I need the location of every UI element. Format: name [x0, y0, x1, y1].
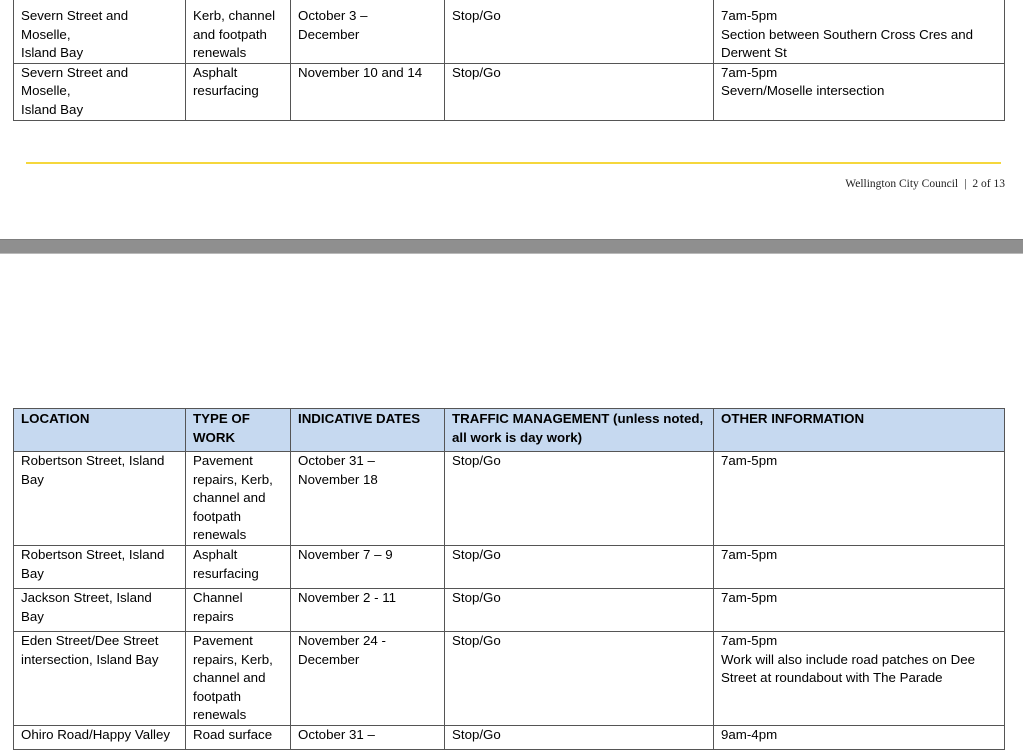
location-cell: Robertson Street, Island Bay	[14, 545, 186, 588]
location-cell: Robertson Street, Island Bay	[14, 452, 186, 546]
traffic-cell: Stop/Go	[445, 588, 714, 631]
dates-cell: October 3 – December	[291, 0, 445, 63]
dates-cell: October 31 – November 18	[291, 452, 445, 546]
page-number: 2 of 13	[972, 178, 1005, 190]
other-info-cell: 7am-5pm Severn/Moselle intersection	[714, 63, 1005, 120]
table-row	[14, 452, 1005, 546]
location-cell: Severn Street and Moselle, Island Bay	[14, 0, 186, 63]
column-header-location: LOCATION	[14, 409, 186, 452]
other-info-cell: 9am-4pm	[714, 725, 1005, 749]
traffic-cell: Stop/Go	[445, 725, 714, 749]
location-cell: Severn Street and Moselle, Island Bay	[14, 63, 186, 120]
traffic-cell: Stop/Go	[445, 63, 714, 120]
work-type-cell: Kerb, channel and footpath renewals	[186, 0, 291, 63]
traffic-cell: Stop/Go	[445, 545, 714, 588]
work-type-cell: Road surface	[186, 725, 291, 749]
footer-separator: |	[964, 178, 967, 190]
traffic-cell: Stop/Go	[445, 452, 714, 546]
page-footer	[845, 178, 1005, 190]
other-info-cell: 7am-5pm Work will also include road patches on Dee Street at roundabout with The Parade	[714, 631, 1005, 725]
location-cell: Jackson Street, Island Bay	[14, 588, 186, 631]
other-info-cell: 7am-5pm	[714, 545, 1005, 588]
work-type-cell: Pavement repairs, Kerb, channel and footpath renewals	[186, 452, 291, 546]
work-type-cell: Asphalt resurfacing	[186, 545, 291, 588]
location-cell: Eden Street/Dee Street intersection, Island Bay	[14, 631, 186, 725]
footer-org: Wellington City Council	[845, 178, 959, 190]
column-header-other-info: OTHER INFORMATION	[714, 409, 1005, 452]
dates-cell: November 24 - December	[291, 631, 445, 725]
column-header-traffic: TRAFFIC MANAGEMENT (unless noted, all work is day work)	[445, 409, 714, 452]
traffic-cell: Stop/Go	[445, 0, 714, 63]
other-info-cell: 7am-5pm	[714, 588, 1005, 631]
dates-cell: November 2 - 11	[291, 588, 445, 631]
work-type-cell: Asphalt resurfacing	[186, 63, 291, 120]
table-header-row	[14, 409, 1005, 452]
roadworks-table-page-2-continued	[13, 0, 1005, 121]
work-type-cell: Channel repairs	[186, 588, 291, 631]
table-row	[14, 0, 1005, 63]
traffic-cell: Stop/Go	[445, 631, 714, 725]
table-row	[14, 588, 1005, 631]
footer-rule	[26, 162, 1001, 164]
column-header-dates: INDICATIVE DATES	[291, 409, 445, 452]
location-cell: Ohiro Road/Happy Valley	[14, 725, 186, 749]
roadworks-table	[13, 408, 1005, 750]
column-header-work-type: TYPE OF WORK	[186, 409, 291, 452]
dates-cell: October 31 –	[291, 725, 445, 749]
dates-cell: November 10 and 14	[291, 63, 445, 120]
dates-cell: November 7 – 9	[291, 545, 445, 588]
table-row	[14, 545, 1005, 588]
other-info-cell: 7am-5pm Section between Southern Cross Cres and Derwent St	[714, 0, 1005, 63]
other-info-cell: 7am-5pm	[714, 452, 1005, 546]
table-row	[14, 63, 1005, 120]
page-break-gap	[0, 239, 1023, 254]
table-row	[14, 631, 1005, 725]
work-type-cell: Pavement repairs, Kerb, channel and footpath renewals	[186, 631, 291, 725]
